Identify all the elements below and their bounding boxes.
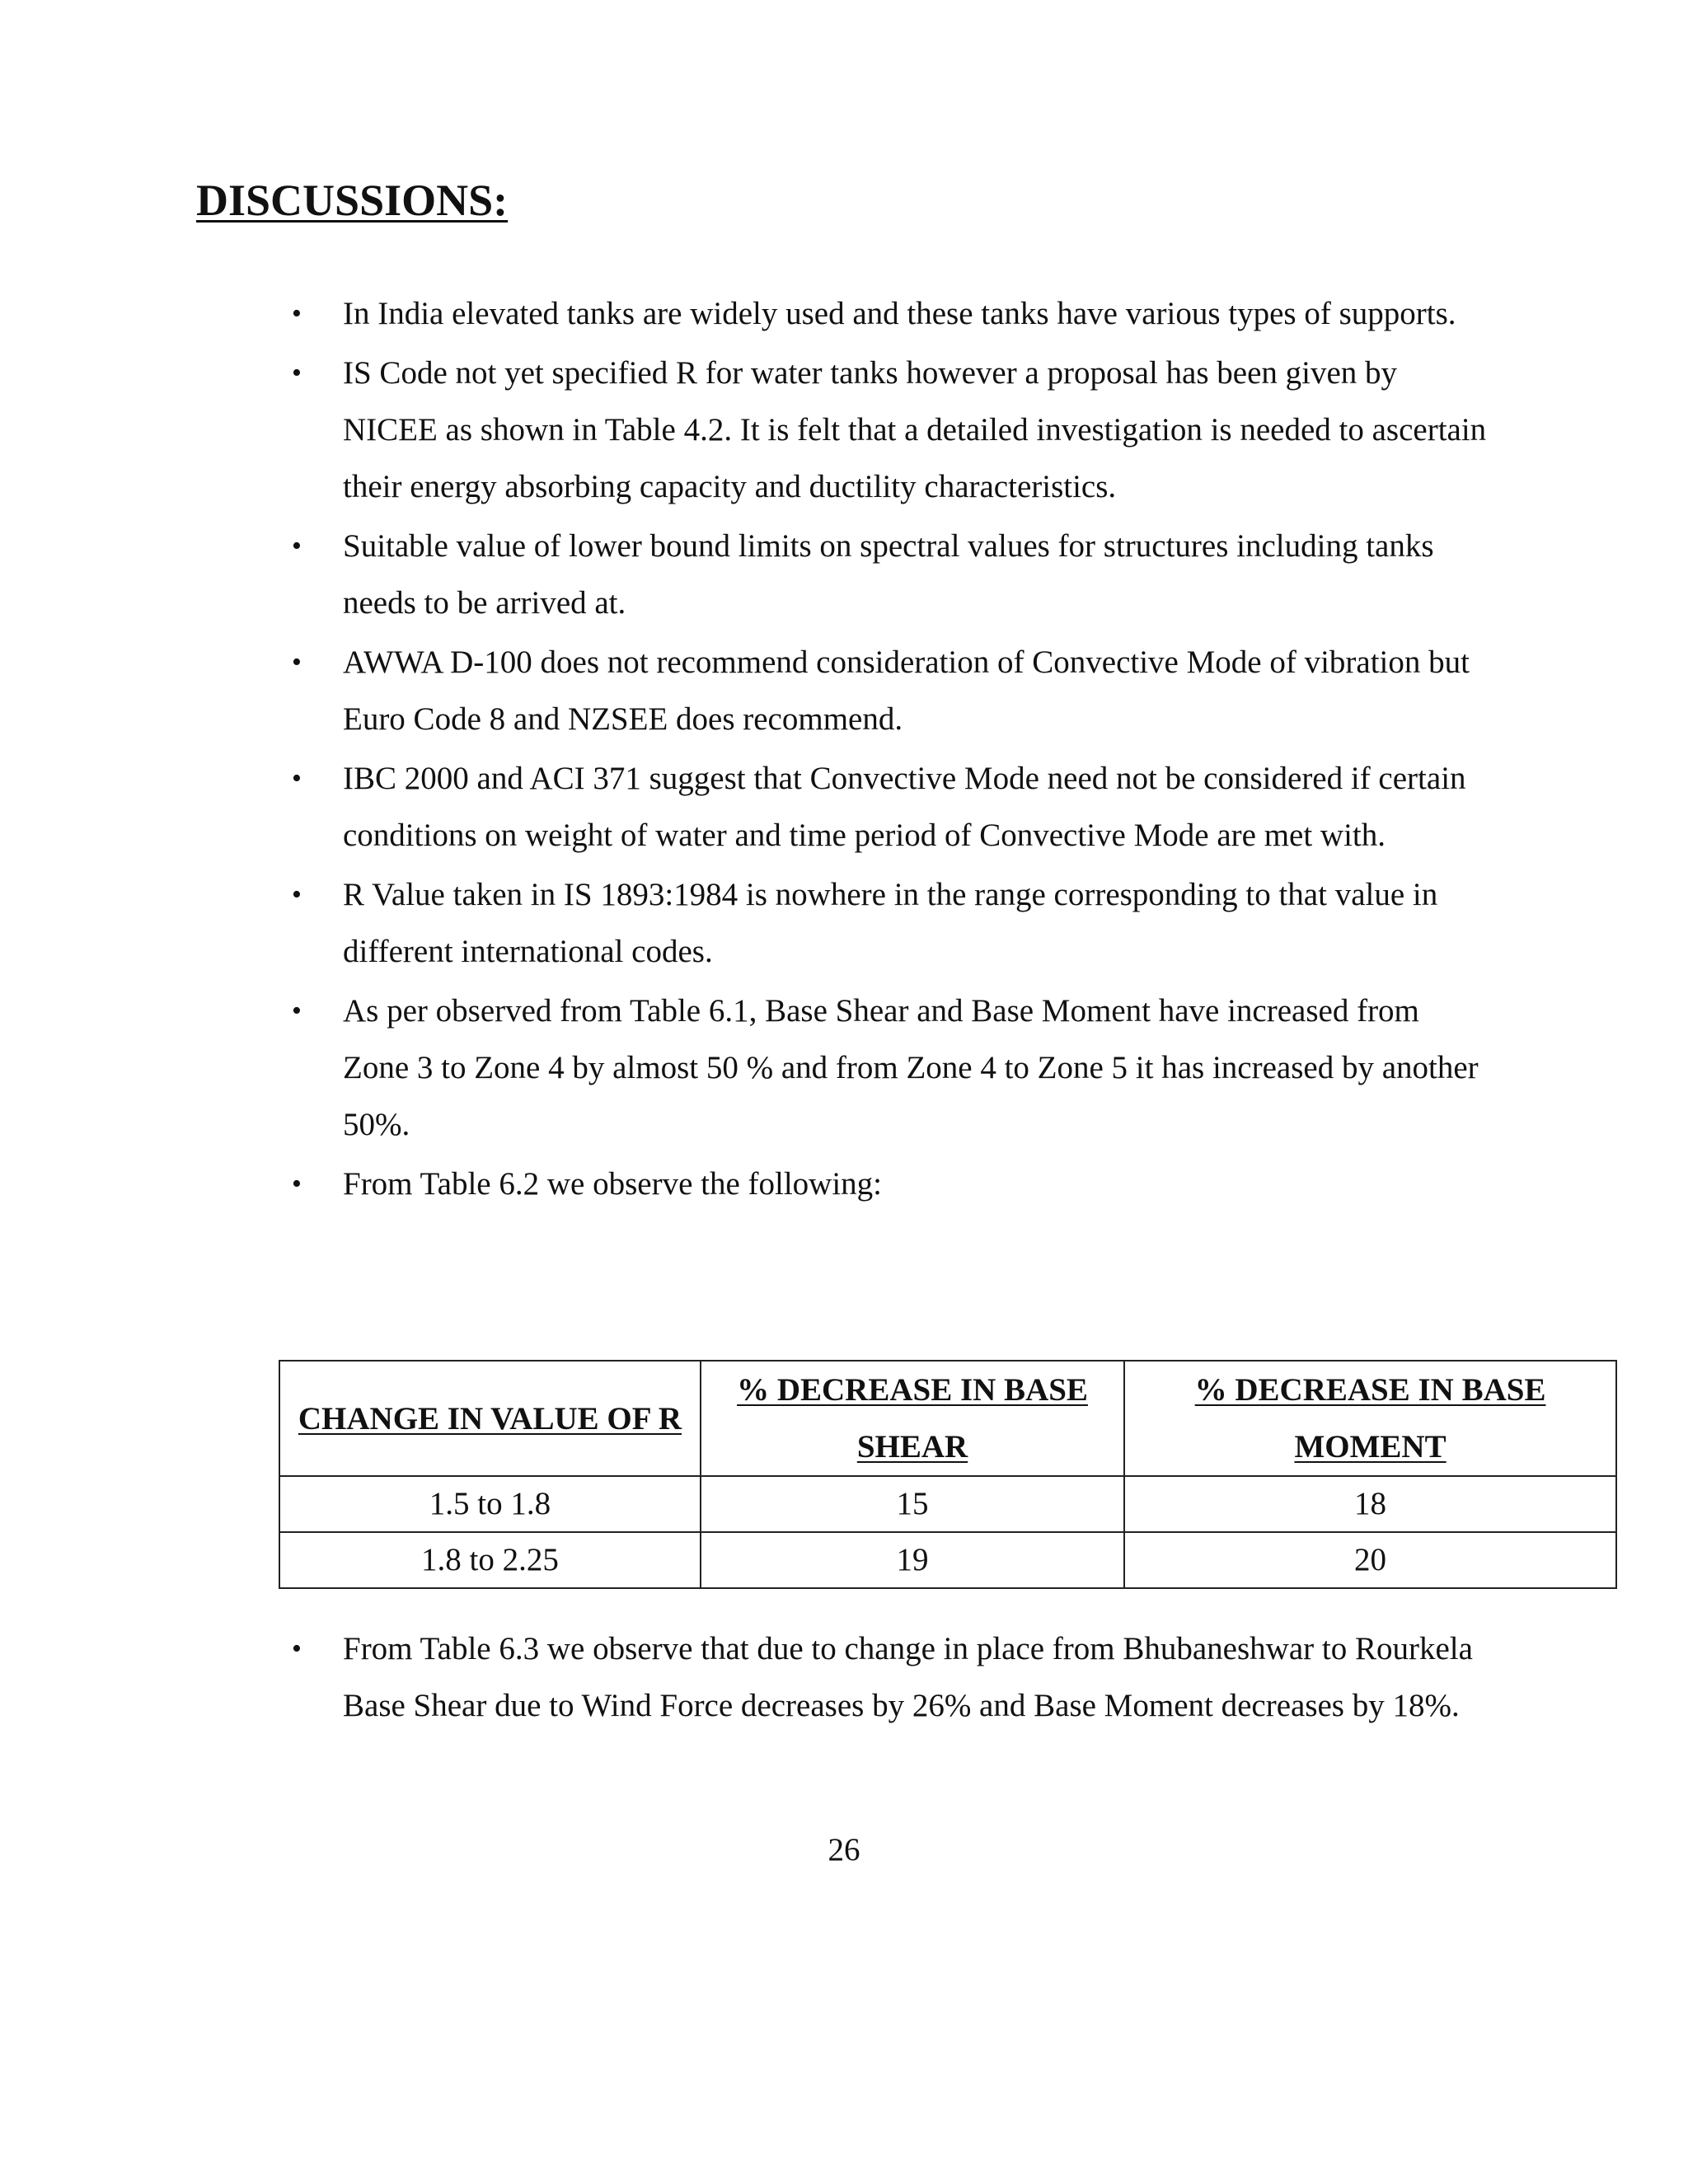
list-item-text: As per observed from Table 6.1, Base Shear and Base Moment have increased from Zone 3 to Zone 4 by almost 50 % and from Zone 4 to Zone 5 it has increased by another 50%. bbox=[343, 993, 1479, 1142]
table-cell: 1.8 to 2.25 bbox=[279, 1532, 701, 1588]
bullet-icon: • bbox=[292, 298, 302, 329]
list-item bbox=[287, 518, 1490, 631]
bullet-icon: • bbox=[292, 1169, 302, 1199]
list-item-text: R Value taken in IS 1893:1984 is nowhere in the range corresponding to that value in different international codes. bbox=[343, 877, 1438, 969]
table-header-row bbox=[279, 1361, 1616, 1476]
list-item-text: From Table 6.2 we observe the following: bbox=[343, 1166, 883, 1202]
list-item bbox=[287, 285, 1490, 342]
bullet-icon: • bbox=[292, 358, 302, 388]
table-row bbox=[279, 1476, 1616, 1532]
discussion-list-continued bbox=[287, 1620, 1490, 1736]
bullet-icon: • bbox=[292, 1633, 302, 1664]
table-cell: 18 bbox=[1124, 1476, 1616, 1532]
table-cell: 20 bbox=[1124, 1532, 1616, 1588]
list-item-text: In India elevated tanks are widely used and these tanks have various types of supports. bbox=[343, 296, 1456, 331]
header-base-moment bbox=[1124, 1361, 1616, 1476]
header-label: % DECREASE IN BASE SHEAR bbox=[737, 1372, 1088, 1465]
section-heading: DISCUSSIONS: bbox=[196, 176, 509, 225]
header-change-in-r bbox=[279, 1361, 701, 1476]
bullet-icon: • bbox=[292, 763, 302, 794]
table-cell: 15 bbox=[701, 1476, 1124, 1532]
list-item-text: AWWA D-100 does not recommend consideration of Convective Mode of vibration but Euro Code 8 and NZSEE does recommend. bbox=[343, 644, 1470, 737]
list-item-text: IBC 2000 and ACI 371 suggest that Convective Mode need not be considered if certain conditions on weight of water and time period of Convective Mode are met with. bbox=[343, 761, 1466, 853]
header-label: % DECREASE IN BASE MOMENT bbox=[1194, 1372, 1546, 1465]
list-item bbox=[287, 982, 1490, 1153]
table-cell: 1.5 to 1.8 bbox=[279, 1476, 701, 1532]
header-base-shear bbox=[701, 1361, 1124, 1476]
discussion-list bbox=[287, 285, 1490, 1215]
bullet-icon: • bbox=[292, 879, 302, 910]
list-item bbox=[287, 1155, 1490, 1212]
table-row bbox=[279, 1532, 1616, 1588]
list-item bbox=[287, 634, 1490, 748]
list-item-text: IS Code not yet specified R for water tanks however a proposal has been given by NICEE as shown in Table 4.2. It is felt that a detailed investigation is needed to ascertain their energy absorbing capacity and ductility characteristics. bbox=[343, 355, 1487, 504]
list-item bbox=[287, 866, 1490, 980]
list-item bbox=[287, 344, 1490, 515]
r-value-table bbox=[279, 1360, 1617, 1589]
list-item-text: Suitable value of lower bound limits on spectral values for structures including tanks needs to be arrived at. bbox=[343, 528, 1434, 621]
page-number: 26 bbox=[828, 1832, 860, 1868]
header-label: CHANGE IN VALUE OF R bbox=[298, 1400, 682, 1436]
table-cell: 19 bbox=[701, 1532, 1124, 1588]
bullet-icon: • bbox=[292, 996, 302, 1026]
list-item bbox=[287, 1620, 1490, 1734]
list-item bbox=[287, 750, 1490, 864]
bullet-icon: • bbox=[292, 531, 302, 561]
bullet-icon: • bbox=[292, 647, 302, 677]
list-item-text: From Table 6.3 we observe that due to change in place from Bhubaneshwar to Rourkela Base Shear due to Wind Force decreases by 26% and Base Moment decreases by 18%. bbox=[343, 1631, 1473, 1723]
